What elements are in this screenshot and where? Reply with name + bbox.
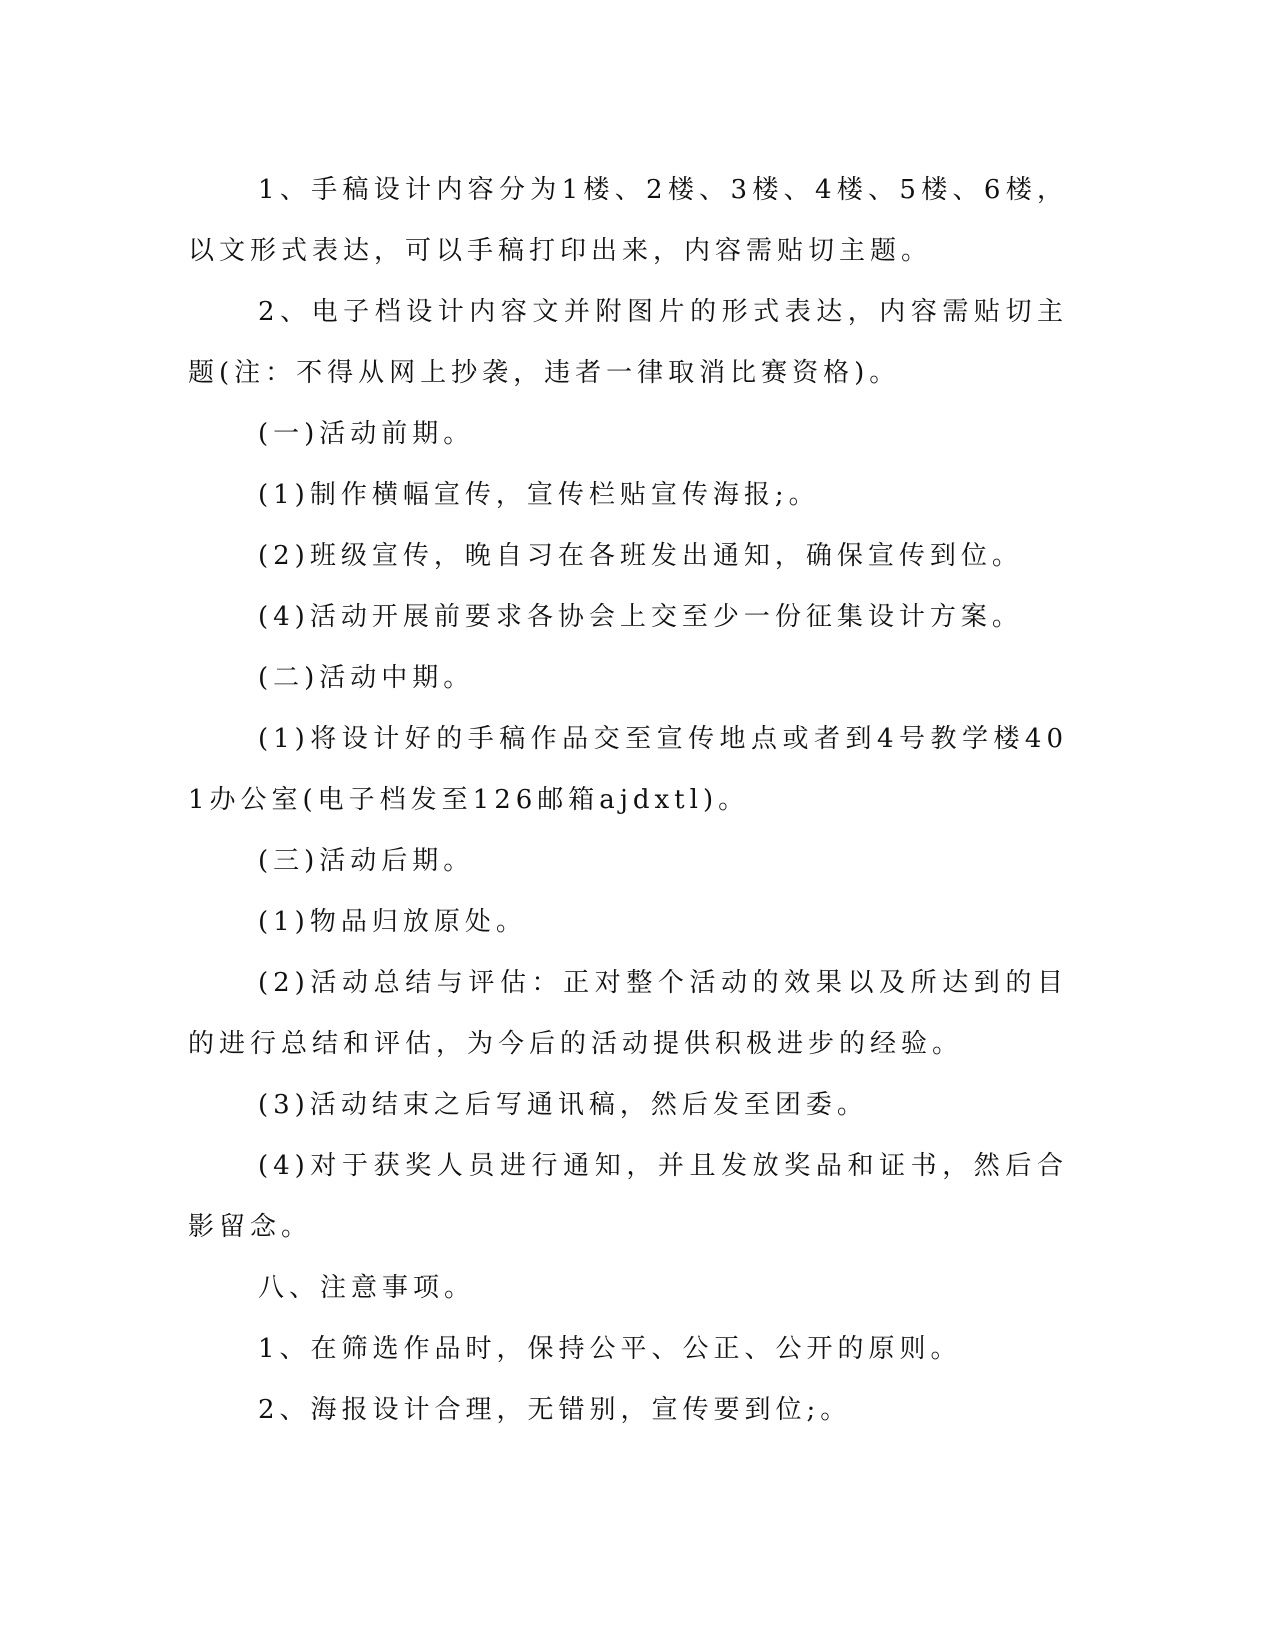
- paragraph-handwritten-design: 1、手稿设计内容分为1楼、2楼、3楼、4楼、5楼、6楼，以文形式表达，可以手稿打印出来，内容需贴切主题。: [188, 175, 1068, 266]
- paragraph-poster-design: 2、海报设计合理，无错别，宣传要到位;。: [258, 1395, 852, 1425]
- paragraph-award-notice: (4)对于获奖人员进行通知，并且发放奖品和证书，然后合影留念。: [188, 1151, 1068, 1242]
- heading-early-stage: (一)活动前期。: [258, 419, 475, 449]
- paragraph-news-report: (3)活动结束之后写通讯稿，然后发至团委。: [258, 1090, 868, 1120]
- paragraph-return-items: (1)物品归放原处。: [258, 907, 527, 937]
- document-body: [188, 160, 1068, 1441]
- heading-late-stage: (三)活动后期。: [258, 846, 475, 876]
- paragraph-banner-promo: (1)制作横幅宣传，宣传栏贴宣传海报;。: [258, 480, 820, 510]
- paragraph-summary-evaluation: (2)活动总结与评估：正对整个活动的效果以及所达到的目的进行总结和评估，为今后的活动提供积极进步的经验。: [188, 968, 1068, 1059]
- paragraph-class-promo: (2)班级宣传，晚自习在各班发出通知，确保宣传到位。: [258, 541, 1023, 571]
- paragraph-submit-plan: (4)活动开展前要求各协会上交至少一份征集设计方案。: [258, 602, 1023, 632]
- paragraph-fair-selection: 1、在筛选作品时，保持公平、公正、公开的原则。: [258, 1334, 962, 1364]
- heading-notes: 八、注意事项。: [258, 1273, 476, 1303]
- paragraph-electronic-design: 2、电子档设计内容文并附图片的形式表达，内容需贴切主题(注：不得从网上抄袭，违者一律取消比赛资格)。: [188, 297, 1068, 388]
- heading-middle-stage: (二)活动中期。: [258, 663, 475, 693]
- paragraph-submit-works: (1)将设计好的手稿作品交至宣传地点或者到4号教学楼401办公室(电子档发至126邮箱ajdxtl)。: [188, 724, 1068, 815]
